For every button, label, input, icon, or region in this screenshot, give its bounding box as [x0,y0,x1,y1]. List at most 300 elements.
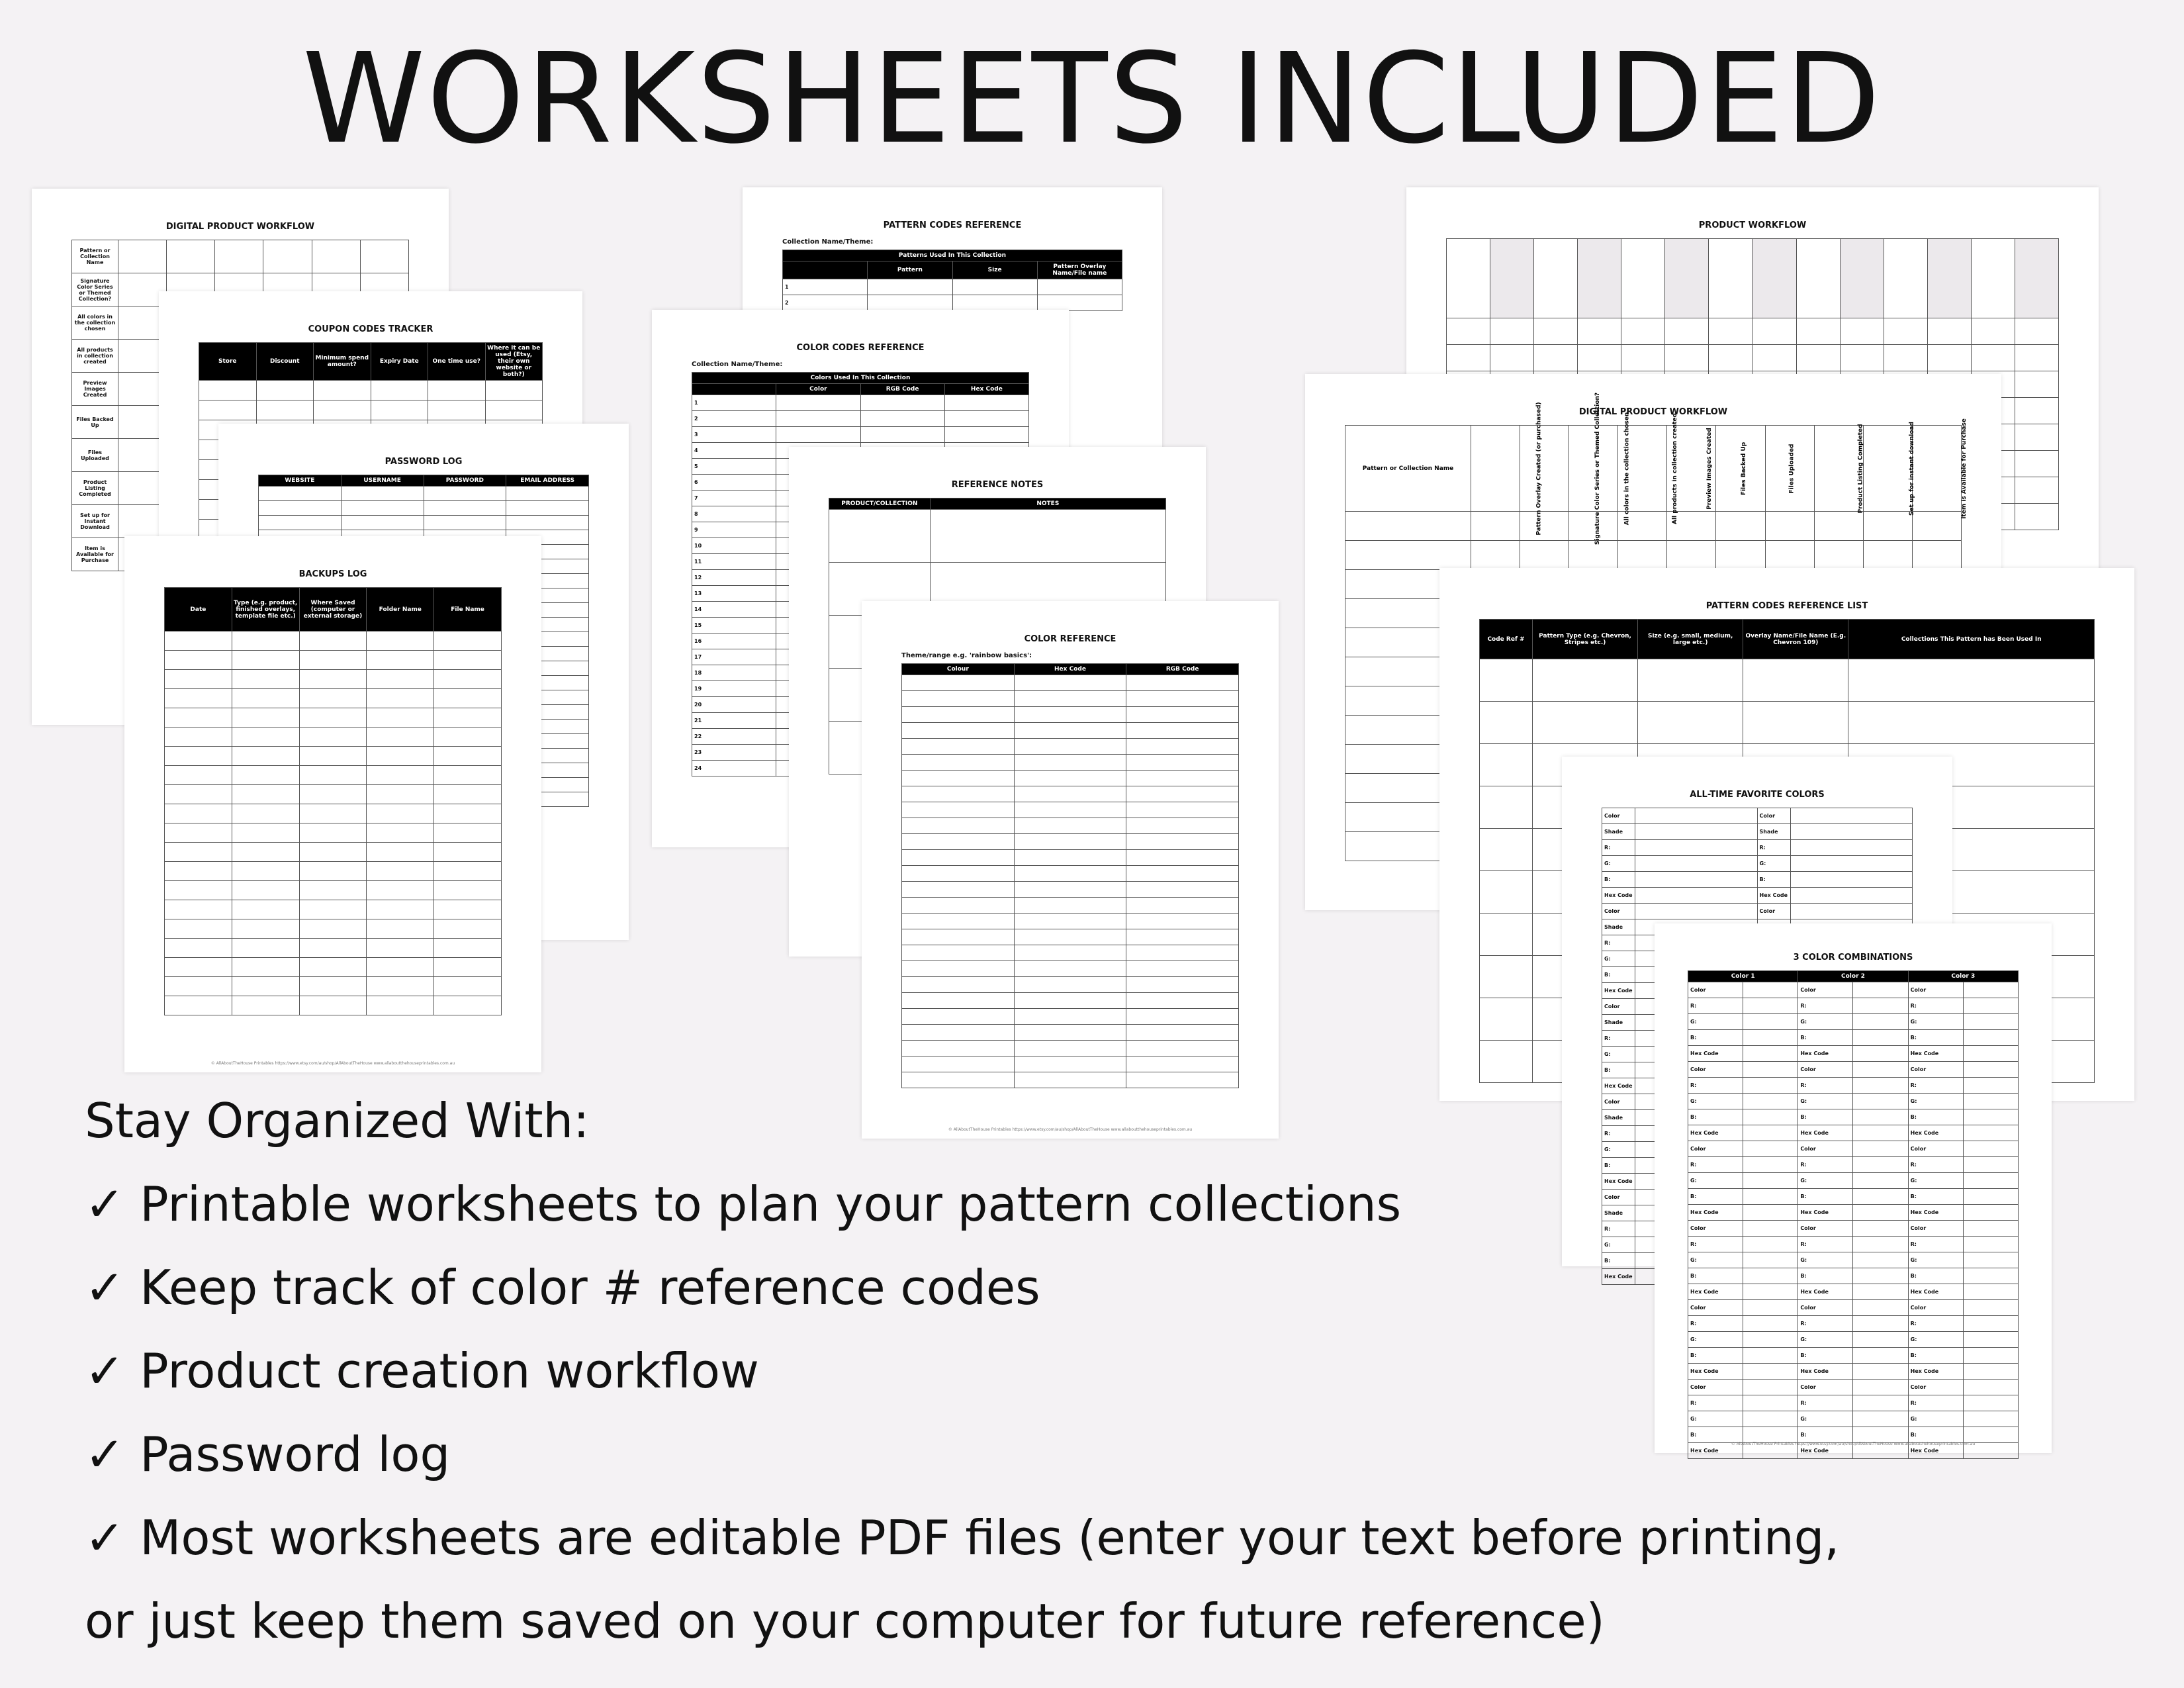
column-header-label: Signature Color Series or Themed Collection? [1594,392,1602,545]
table-cell [1126,961,1239,977]
table-cell [1480,744,1533,786]
row-label: B: [1602,1062,1635,1078]
table-cell [902,993,1015,1009]
row-label: Hex Code [1688,1284,1743,1300]
row-label: Color [1798,1141,1853,1157]
table-cell [434,843,502,862]
row-label: G: [1688,1173,1743,1189]
table-cell [1126,771,1239,786]
table-cell [1490,239,1534,318]
row-number: 7 [692,491,776,506]
table-cell [2015,424,2058,451]
table-cell [902,707,1015,723]
row-label: Hex Code [1688,1205,1743,1221]
row-label: Files Uploaded [72,439,118,472]
table-row [165,996,502,1015]
table-cell [165,747,232,766]
table-row [1480,702,2095,744]
row-label: All colors in the collection chosen [72,306,118,340]
table-cell [1014,961,1126,977]
table-cell [952,279,1037,295]
table-cell [434,651,502,670]
table-cell [434,862,502,881]
table-cell [944,411,1028,427]
table-cell [1014,818,1126,834]
table-row [902,802,1239,818]
table-row [902,723,1239,739]
feature-item: ✓ Keep track of color # reference codes [85,1260,1040,1315]
table-cell [1665,345,1709,371]
table-cell [1790,824,1913,840]
row-number: 2 [692,411,776,427]
row-number: 19 [692,681,776,697]
column-header: Pattern Overlay Name/File name [1037,261,1122,279]
row-label: R: [1688,1316,1743,1332]
row-label: B: [1688,1268,1743,1284]
row-label: Hex Code [1602,1078,1635,1094]
row-label: Hex Code [1688,1443,1743,1459]
table-cell [199,381,257,400]
row-number: 5 [692,459,776,475]
table-cell [1447,239,1490,318]
sheet-title: PRODUCT WORKFLOW [1698,220,1807,230]
table-cell [165,823,232,843]
table-cell [902,882,1015,898]
table-row [1688,1046,2019,1062]
row-label: R: [1688,1395,1743,1411]
table-row [165,747,502,766]
table-cell [1963,982,2018,998]
row-label: G: [1798,1173,1853,1189]
table-cell [1743,982,1798,998]
row-label: Shade [1602,1015,1635,1031]
table-cell [428,400,486,420]
table-cell [165,804,232,823]
table-cell [1014,691,1126,707]
table-cell [1569,541,1618,570]
table-row [1688,1030,2019,1046]
row-label: G: [1798,1014,1853,1030]
feature-list-heading: Stay Organized With: [85,1093,590,1149]
table-row [692,411,1029,427]
feature-item: ✓ Printable worksheets to plan your pattern collections [85,1176,1402,1232]
table-cell [1578,318,1621,345]
sheet-footer: © AllAboutTheHouse Printables https://www.etsy.com/au/shop/AllAboutTheHouse www.allaboutthehouseprintables.com.au [1731,1442,1976,1446]
column-header: Size (e.g. small, medium, large etc.) [1638,620,1743,659]
table-header-row [1345,426,1962,512]
table-cell [1126,818,1239,834]
table-cell [1912,512,1961,541]
table-cell [902,771,1015,786]
table-row [902,977,1239,993]
table-cell [2015,371,2058,398]
column-header: Color 3 [1908,971,2018,982]
table-cell [1752,318,1796,345]
table-cell [1014,914,1126,929]
row-label: G: [1908,1252,1963,1268]
table-cell [1126,786,1239,802]
table-cell [299,747,367,766]
sheet-title: DIGITAL PRODUCT WORKFLOW [1578,407,1728,417]
table-row [1602,856,1913,872]
table-cell [1126,755,1239,771]
table-cell [367,632,434,651]
table-cell [1126,691,1239,707]
row-label: Color [1688,1380,1743,1395]
row-label: Color [1798,1380,1853,1395]
row-label: Shade [1602,1205,1635,1221]
table-cell [434,804,502,823]
table-cell [1927,239,1971,318]
row-label: G: [1688,1411,1743,1427]
table-cell [434,785,502,804]
table-header-row [199,343,543,381]
row-label: B: [1688,1348,1743,1364]
column-header: Minimum spend amount? [314,343,371,381]
row-label: Color [1688,1300,1743,1316]
table-cell [299,632,367,651]
table-row [165,881,502,900]
table-row [902,1041,1239,1056]
table-cell [367,843,434,862]
table-cell [1014,1056,1126,1072]
table-header-row [692,384,1029,395]
row-number: 24 [692,761,776,776]
row-label: B: [1908,1348,1963,1364]
table-cell [299,881,367,900]
table-cell [1014,802,1126,818]
table-banner: Patterns Used In This Collection [783,250,1122,261]
row-label: Color [1757,808,1790,824]
row-label: Color [1602,999,1635,1015]
table-cell [299,689,367,708]
table-cell [1621,345,1665,371]
column-header: PRODUCT/COLLECTION [829,498,931,510]
table-cell [1752,345,1796,371]
table-cell [2015,451,2058,477]
table-cell [860,411,944,427]
row-label: Color [1602,1094,1635,1110]
table-cell [2015,477,2058,504]
table-cell [165,670,232,689]
table-cell [299,823,367,843]
table-cell [367,939,434,958]
table-cell [1569,512,1618,541]
row-label: Item is Available for Purchase [72,538,118,571]
feature-item: or just keep them saved on your computer for future reference) [85,1593,1605,1649]
table-cell [1635,904,1758,919]
table-cell [434,727,502,747]
row-label: G: [1798,1411,1853,1427]
number-header [692,384,776,395]
row-label: G: [1908,1332,1963,1348]
column-header: Folder Name [367,588,434,632]
table-row [165,958,502,977]
table-cell [506,516,589,530]
table-cell [902,866,1015,882]
table-row [1602,808,1913,824]
row-label: G: [1798,1094,1853,1109]
table-cell [367,670,434,689]
row-label: Color [1798,1221,1853,1237]
table-cell [1126,1025,1239,1041]
table-cell [232,977,299,996]
table-cell [1709,239,1752,318]
table-cell [232,823,299,843]
row-label: Hex Code [1798,1125,1853,1141]
row-number: 15 [692,618,776,633]
table-cell [1790,888,1913,904]
table-cell [299,900,367,919]
table-row [902,691,1239,707]
table-cell [902,739,1015,755]
table-cell [371,400,428,420]
table-cell [367,651,434,670]
feature-list [85,1079,2136,1663]
table-row [902,1056,1239,1072]
table-cell [232,689,299,708]
row-number: 10 [692,538,776,554]
table-header-row [165,588,502,632]
column-header: USERNAME [341,475,424,487]
row-label: Hex Code [1602,983,1635,999]
table-cell [1635,808,1758,824]
table-cell [434,958,502,977]
table-cell [367,689,434,708]
row-number: 13 [692,586,776,602]
column-header: WEBSITE [259,475,341,487]
table-row [165,632,502,651]
table-cell [341,516,424,530]
table-cell [1014,707,1126,723]
table-cell [1014,675,1126,691]
table-row [1602,904,1913,919]
table-cell [1480,871,1533,914]
table-cell [367,804,434,823]
table-cell [232,881,299,900]
row-label: Color [1798,1062,1853,1078]
table-cell [299,958,367,977]
row-label: Signature Color Series or Themed Collection? [72,273,118,306]
table-row [902,961,1239,977]
table-row [165,862,502,881]
table-cell [952,295,1037,311]
row-label: B: [1908,1189,1963,1205]
sheet-title: PASSWORD LOG [385,457,463,467]
table-row [165,651,502,670]
table-cell [1709,345,1752,371]
table-cell [1014,993,1126,1009]
table-cell [1796,345,1840,371]
table-cell [1534,239,1578,318]
table-cell [1752,239,1796,318]
table-cell [167,240,215,273]
column-header-label: All colors in the collection chosen [1623,412,1631,525]
table-cell [165,996,232,1015]
table-row [692,427,1029,443]
table-cell [1126,993,1239,1009]
table-cell [1126,739,1239,755]
sheet-title: PATTERN CODES REFERENCE LIST [1706,601,1868,611]
table-cell [902,1025,1015,1041]
column-header: Overlay Name/File Name (E.g. Chevron 109) [1743,620,1848,659]
table-cell [118,240,167,273]
table-header-row [829,498,1166,510]
feature-item: ✓ Product creation workflow [85,1343,759,1399]
table-cell [1618,541,1667,570]
sheet-footer: © AllAboutTheHouse Printables https://www.etsy.com/au/shop/AllAboutTheHouse www.allaboutthehouseprintables.com.au [210,1061,455,1066]
table-cell [367,977,434,996]
table-cell [1716,541,1765,570]
table-cell [930,510,1165,563]
row-label: Pattern or Collection Name [72,240,118,273]
table-cell [902,961,1015,977]
table-cell [1665,239,1709,318]
row-label: G: [1602,951,1635,967]
table-cell [1447,345,1490,371]
row-label: Hex Code [1798,1364,1853,1380]
table-row [902,914,1239,929]
table-cell [299,766,367,785]
table-cell [1037,295,1122,311]
row-label: Hex Code [1798,1046,1853,1062]
table-row [165,823,502,843]
table-row [902,882,1239,898]
table-cell [1635,888,1758,904]
table-cell [367,708,434,727]
table-cell [165,727,232,747]
table-cell [314,381,371,400]
table-cell [1520,512,1569,541]
table-cell [424,487,506,501]
table-cell [367,747,434,766]
table-cell [1014,1041,1126,1056]
table-cell [199,400,257,420]
row-label: Hex Code [1602,1269,1635,1285]
table-cell [1963,1014,2018,1030]
column-header [1912,418,1968,519]
row-label: R: [1602,1031,1635,1047]
table-cell [1014,929,1126,945]
table-cell [299,804,367,823]
row-label: Shade [1602,1110,1635,1126]
table-cell [232,919,299,939]
row-label: B: [1908,1268,1963,1284]
table-cell [1126,1009,1239,1025]
row-label: Color [1908,1300,1963,1316]
row-label: R: [1798,1395,1853,1411]
row-number: 17 [692,649,776,665]
row-label: Hex Code [1602,1174,1635,1190]
table-cell [1927,345,1971,371]
sheet-color-reference [862,601,1279,1139]
table-cell [1578,345,1621,371]
table-cell [232,785,299,804]
table-row [259,487,589,501]
table-cell [902,1041,1015,1056]
table-cell [1840,239,1884,318]
table-cell [506,487,589,501]
table-cell [360,240,408,273]
table-cell [232,670,299,689]
table-row [165,843,502,862]
row-label: Color [1757,904,1790,919]
table-row [902,1009,1239,1025]
table-cell [1126,914,1239,929]
table-cell [485,381,543,400]
table-cell [232,996,299,1015]
sheet-title: BACKUPS LOG [298,569,367,579]
row-label: B: [1602,1158,1635,1174]
table-cell [902,850,1015,866]
row-label: B: [1798,1348,1853,1364]
table-cell [341,487,424,501]
table-cell [165,651,232,670]
column-header: Color 2 [1798,971,1908,982]
table-row [1688,982,2019,998]
row-label: B: [1688,1427,1743,1443]
row-label: G: [1908,1173,1963,1189]
table-cell [165,862,232,881]
table-row [1345,512,1962,541]
table-cell [434,689,502,708]
table-cell [1471,541,1520,570]
table-cell [902,977,1015,993]
table-header-row [902,664,1239,675]
row-label: Hex Code [1798,1284,1853,1300]
row-label: Hex Code [1688,1364,1743,1380]
column-header: Expiry Date [371,343,428,381]
table-cell [1126,707,1239,723]
row-label: B: [1908,1109,1963,1125]
table-cell [868,295,952,311]
table-cell [1533,659,1638,702]
table-row [902,818,1239,834]
table-cell [2015,318,2058,345]
table-cell [1126,882,1239,898]
table-row [165,689,502,708]
sheet-title: DIGITAL PRODUCT WORKFLOW [165,222,315,232]
table-cell [299,843,367,862]
table-cell [1884,239,1927,318]
table-row [199,381,543,400]
sheet-title: COLOR REFERENCE [1024,634,1116,644]
table-row [165,708,502,727]
table-cell [1014,882,1126,898]
table-cell [776,411,860,427]
table-cell [434,670,502,689]
table-cell [944,395,1028,411]
table-cell [1490,345,1534,371]
row-label: G: [1602,856,1635,872]
table-cell [165,785,232,804]
table-cell [1037,279,1122,295]
table-cell [165,958,232,977]
row-label: Color [1908,1141,1963,1157]
table-cell [1765,512,1814,541]
table-cell [299,651,367,670]
table-row [1345,541,1962,570]
table-cell [1853,982,1908,998]
table-cell [1621,318,1665,345]
table-cell [367,823,434,843]
table-cell [1490,318,1534,345]
row-label: Hex Code [1688,1125,1743,1141]
table-row [902,771,1239,786]
row-label: Hex Code [1688,1046,1743,1062]
row-label: R: [1688,1078,1743,1094]
table-cell [1480,998,1533,1041]
